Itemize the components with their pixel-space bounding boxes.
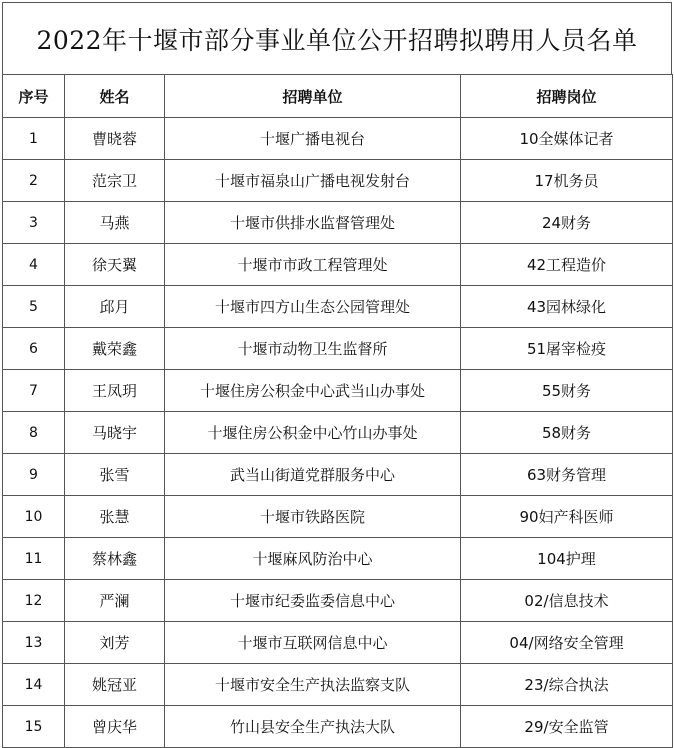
cell-position: 63财务管理 — [461, 454, 673, 496]
table-row — [3, 202, 673, 244]
cell-unit: 十堰市纪委监委信息中心 — [165, 580, 461, 622]
cell-position: 23/综合执法 — [461, 664, 673, 706]
cell-unit: 十堰市互联网信息中心 — [165, 622, 461, 664]
cell-index: 15 — [3, 706, 65, 748]
cell-unit: 武当山街道党群服务中心 — [165, 454, 461, 496]
cell-unit: 十堰麻风防治中心 — [165, 538, 461, 580]
cell-position: 04/网络安全管理 — [461, 622, 673, 664]
document-sheet — [2, 2, 672, 748]
cell-position: 02/信息技术 — [461, 580, 673, 622]
header-unit: 招聘单位 — [165, 75, 461, 118]
cell-unit: 竹山县安全生产执法大队 — [165, 706, 461, 748]
cell-unit: 十堰市福泉山广播电视发射台 — [165, 160, 461, 202]
table-row — [3, 496, 673, 538]
cell-name: 姚冠亚 — [65, 664, 165, 706]
table-row — [3, 160, 673, 202]
cell-index: 14 — [3, 664, 65, 706]
cell-name: 王凤玥 — [65, 370, 165, 412]
table-row — [3, 412, 673, 454]
cell-index: 6 — [3, 328, 65, 370]
cell-unit: 十堰广播电视台 — [165, 118, 461, 160]
cell-name: 曹晓蓉 — [65, 118, 165, 160]
header-position: 招聘岗位 — [461, 75, 673, 118]
cell-index: 8 — [3, 412, 65, 454]
cell-index: 13 — [3, 622, 65, 664]
cell-position: 42工程造价 — [461, 244, 673, 286]
cell-name: 曾庆华 — [65, 706, 165, 748]
cell-index: 9 — [3, 454, 65, 496]
cell-name: 蔡林鑫 — [65, 538, 165, 580]
cell-name: 徐天翼 — [65, 244, 165, 286]
table-row — [3, 286, 673, 328]
cell-name: 严澜 — [65, 580, 165, 622]
cell-position: 17机务员 — [461, 160, 673, 202]
cell-unit: 十堰市供排水监督管理处 — [165, 202, 461, 244]
table-row — [3, 118, 673, 160]
cell-index: 7 — [3, 370, 65, 412]
table-row — [3, 580, 673, 622]
cell-unit: 十堰市动物卫生监督所 — [165, 328, 461, 370]
cell-unit: 十堰住房公积金中心竹山办事处 — [165, 412, 461, 454]
cell-index: 12 — [3, 580, 65, 622]
cell-index: 5 — [3, 286, 65, 328]
cell-name: 张慧 — [65, 496, 165, 538]
cell-unit: 十堰市市政工程管理处 — [165, 244, 461, 286]
table-row — [3, 706, 673, 748]
cell-position: 51屠宰检疫 — [461, 328, 673, 370]
cell-position: 90妇产科医师 — [461, 496, 673, 538]
table-row — [3, 454, 673, 496]
table-row — [3, 664, 673, 706]
cell-position: 29/安全监管 — [461, 706, 673, 748]
header-name: 姓名 — [65, 75, 165, 118]
cell-name: 邱月 — [65, 286, 165, 328]
table-row — [3, 370, 673, 412]
cell-index: 11 — [3, 538, 65, 580]
cell-index: 1 — [3, 118, 65, 160]
cell-unit: 十堰市四方山生态公园管理处 — [165, 286, 461, 328]
cell-index: 3 — [3, 202, 65, 244]
table-row — [3, 538, 673, 580]
cell-position: 43园林绿化 — [461, 286, 673, 328]
cell-name: 戴荣鑫 — [65, 328, 165, 370]
personnel-table — [2, 74, 673, 748]
cell-position: 24财务 — [461, 202, 673, 244]
cell-name: 刘芳 — [65, 622, 165, 664]
table-row — [3, 328, 673, 370]
cell-name: 马晓宇 — [65, 412, 165, 454]
header-index: 序号 — [3, 75, 65, 118]
page-title: 2022年十堰市部分事业单位公开招聘拟聘用人员名单 — [2, 2, 672, 74]
cell-unit: 十堰市铁路医院 — [165, 496, 461, 538]
cell-position: 55财务 — [461, 370, 673, 412]
table-row — [3, 622, 673, 664]
cell-name: 范宗卫 — [65, 160, 165, 202]
cell-position: 10全媒体记者 — [461, 118, 673, 160]
cell-position: 58财务 — [461, 412, 673, 454]
cell-index: 2 — [3, 160, 65, 202]
table-header-row — [3, 75, 673, 118]
cell-index: 10 — [3, 496, 65, 538]
cell-unit: 十堰市安全生产执法监察支队 — [165, 664, 461, 706]
cell-name: 张雪 — [65, 454, 165, 496]
cell-name: 马燕 — [65, 202, 165, 244]
table-row — [3, 244, 673, 286]
cell-position: 104护理 — [461, 538, 673, 580]
cell-unit: 十堰住房公积金中心武当山办事处 — [165, 370, 461, 412]
cell-index: 4 — [3, 244, 65, 286]
